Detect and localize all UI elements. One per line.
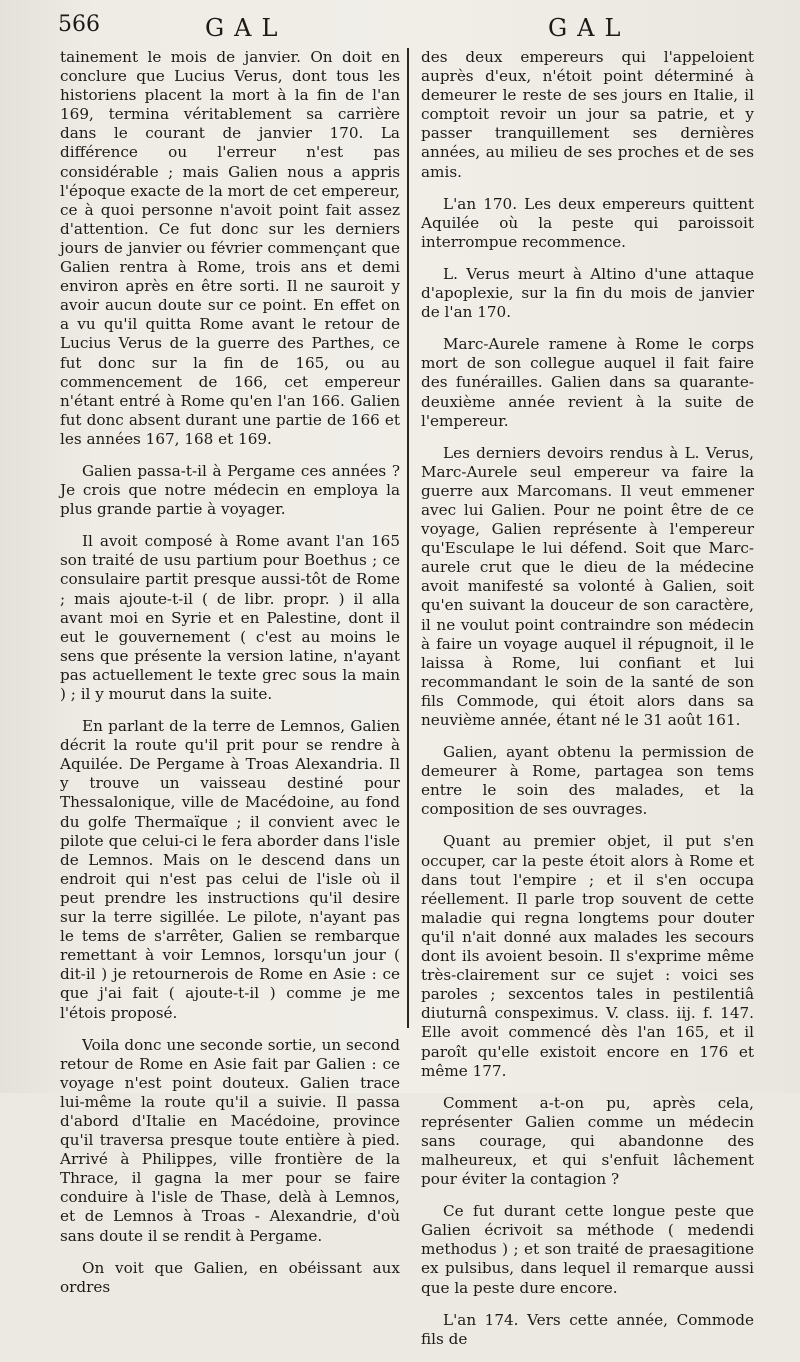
paragraph: Ce fut durant cette longue peste que Galien écrivoit sa méthode ( medendi methodus ) ; et son traité de praesagitione ex pulsibus, dans lequel il remarque aussi que la peste dure encore. <box>421 1202 754 1297</box>
paragraph: On voit que Galien, en obéissant aux ordres <box>60 1258 400 1296</box>
paragraph: Marc-Aurele ramene à Rome le corps mort de son collegue auquel il fait faire des funérailles. Galien dans sa quarante-deuxième année revient à la suite de l'empereur. <box>421 335 754 430</box>
paragraph: Galien, ayant obtenu la permission de demeurer à Rome, partagea son tems entre le soin des malades, et la composition de ses ouvrages. <box>421 743 754 819</box>
paragraph: Voila donc une seconde sortie, un second retour de Rome en Asie fait par Galien : ce voyage n'est point douteux. Galien trace lui-même la route qu'il a suivie. Il passa d'abord d'Italie en Macédoine, province qu'il traversa presque toute entière à pied. Arrivé à Philippes, ville frontière de la Thrace, il gagna la mer pour se faire conduire à l'isle de Thase, delà à Lemnos, et de Lemnos à Troas - Alexandrie, d'où sans doute il se rendit à Pergame. <box>60 1035 400 1245</box>
paragraph: L'an 174. Vers cette année, Commode fils de <box>421 1310 754 1348</box>
paragraph: Quant au premier objet, il put s'en occuper, car la peste étoit alors à Rome et dans tout l'empire ; et il s'en occupa réellement. Il parle trop souvent de cette maladie qui regna longtems pour douter qu'il n'ait donné aux malades les secours dont ils avoient besoin. Il s'exprime même très-clairement sur ce sujet : voici ses paroles ; sexcentos tales in pestilentiâ diuturnâ conspeximus. V. class. iij. f. 147. Elle avoit commencé dès l'an 165, et il paroît qu'elle existoit encore en 176 et même 177. <box>421 832 754 1080</box>
running-head-left: GAL <box>205 14 288 42</box>
paragraph: des deux empereurs qui l'appeloient auprès d'eux, n'étoit point déterminé à demeurer le reste de ses jours en Italie, il comptoit revoir un jour sa patrie, et y passer tranquillement ses dernières années, au milieu de ses proches et de ses amis. <box>421 48 754 181</box>
left-column <box>60 48 400 1310</box>
paragraph: Comment a-t-on pu, après cela, représenter Galien comme un médecin sans courage, qui abandonne des malheureux, et qui s'enfuit lâchement pour éviter la contagion ? <box>421 1093 754 1189</box>
paragraph: Il avoit composé à Rome avant l'an 165 son traité de usu partium pour Boethus ; ce consulaire partit presque aussi-tôt de Rome ; mais ajoute-t-il ( de libr. propr. ) il alla avant moi en Syrie et en Palestine, dont il eut le gouvernement ( c'est au moins le sens que présente la version latine, n'ayant pas actuellement le texte grec sous la main ) ; il y mourut dans la suite. <box>60 532 400 703</box>
paragraph: L'an 170. Les deux empereurs quittent Aquilée où la peste qui paroissoit interrompue recommence. <box>421 194 754 251</box>
right-column <box>421 48 754 1362</box>
running-head-right: GAL <box>548 14 631 42</box>
paragraph: En parlant de la terre de Lemnos, Galien décrit la route qu'il prit pour se rendre à Aquilée. De Pergame à Troas Alexandria. Il y trouve un vaisseau destiné pour Thessalonique, ville de Macédoine, au fond du golfe Thermaïque ; il convient avec le pilote que celui-ci le fera aborder dans l'isle de Lemnos. Mais on le descend dans un endroit qui n'est pas celui de l'isle où il peut prendre les instructions qu'il desire sur la terre sigillée. Le pilote, n'ayant pas le tems de s'arrêter, Galien se rembarque remettant à voir Lemnos, lorsqu'un jour ( dit-il ) je retournerois de Rome en Asie : ce que j'ai fait ( ajoute-t-il ) comme je me l'étois proposé. <box>60 717 400 1022</box>
paragraph: Les derniers devoirs rendus à L. Verus, Marc-Aurele seul empereur va faire la guerre aux Marcomans. Il veut emmener avec lui Galien. Pour ne point être de ce voyage, Galien représente à l'empereur qu'Esculape le lui défend. Soit que Marc-aurele crut que le dieu de la médecine avoit manifesté sa volonté à Galien, soit qu'en suivant la douceur de son caractère, il ne voulut point contraindre son médecin à faire un voyage auquel il répugnoit, il le laissa à Rome, lui confiant et lui recommandant le soin de la santé de son fils Commode, qui étoit alors dans sa neuvième année, étant né le 31 août 161. <box>421 443 754 729</box>
page-number: 566 <box>58 12 100 37</box>
paragraph: tainement le mois de janvier. On doit en conclure que Lucius Verus, dont tous les historiens placent la mort à la fin de l'an 169, termina véritablement sa carrière dans le courant de janvier 170. La différence ou l'erreur n'est pas considérable ; mais Galien nous a appris l'époque exacte de la mort de cet empereur, ce à quoi personne n'avoit point fait assez d'attention. Ce fut donc sur les derniers jours de janvier ou février commençant que Galien rentra à Rome, trois ans et demi environ après en être sorti. Il ne sauroit y avoir aucun doute sur ce point. En effet on a vu qu'il quitta Rome avant le retour de Lucius Verus de la guerre des Parthes, ce fut donc sur la fin de 165, ou au commencement de 166, cet empereur n'étant entré à Rome qu'en l'an 166. Galien fut donc absent durant une partie de 166 et les années 167, 168 et 169. <box>60 48 400 448</box>
paragraph: Galien passa-t-il à Pergame ces années ? Je crois que notre médecin en employa la plus grande partie à voyager. <box>60 461 400 519</box>
paragraph: L. Verus meurt à Altino d'une attaque d'apoplexie, sur la fin du mois de janvier de l'an 170. <box>421 264 754 322</box>
